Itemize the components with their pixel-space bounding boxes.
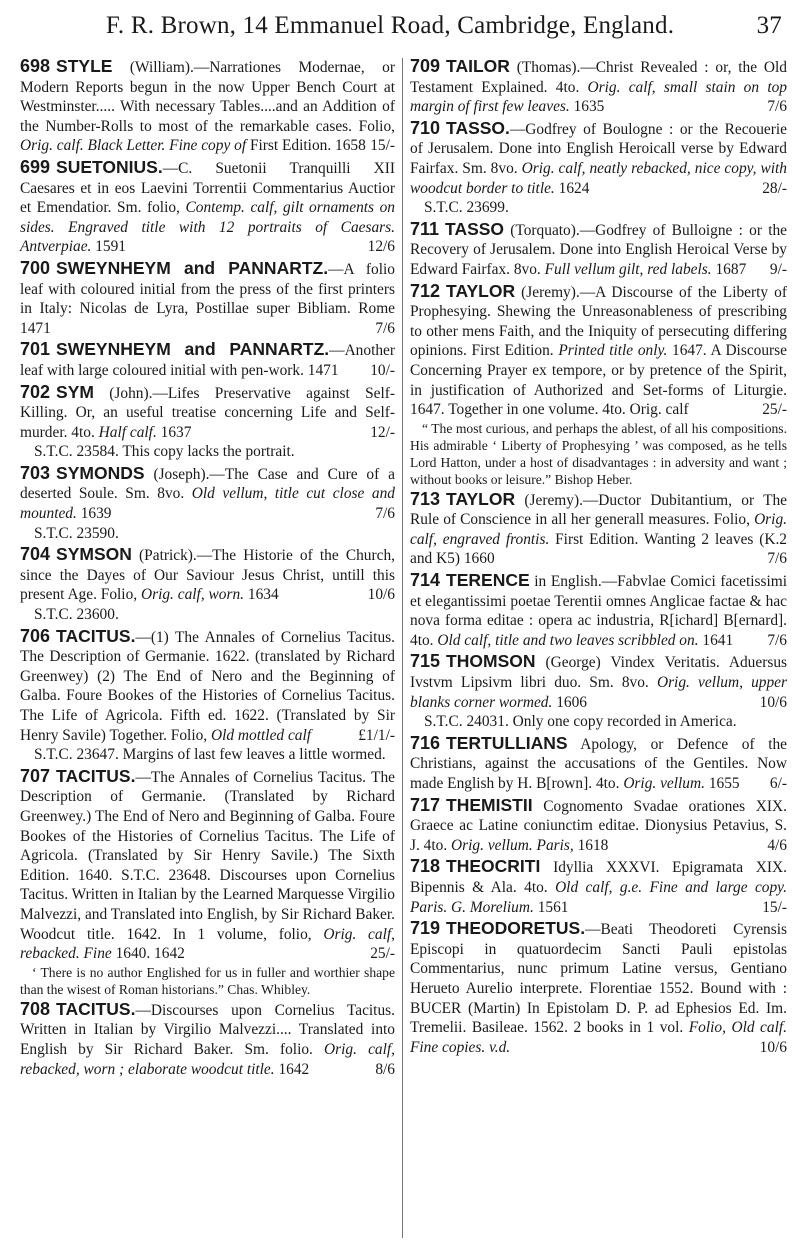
entry-author: TASSO <box>445 218 505 239</box>
lot-number: 716 <box>410 732 441 753</box>
entry-body: in English.—Fabvlae Comici facetissimi et elegantissimi poetae Terentii omnes Anglicae factae & hac nova forma editae : opera ac industria, R[ichard] B[ernard]. 4to. <box>410 573 787 649</box>
entry-price: 10/6 <box>759 1038 787 1056</box>
entry-date: 1642 <box>274 1060 310 1078</box>
entry-body: Apology, or Defence of the Christians, against the accusations of the Gentiles. Now made English by H. B[rown]. 4to. <box>410 735 787 792</box>
entry-author: TERENCE <box>446 570 530 591</box>
lot-number: 718 <box>410 856 441 877</box>
left-column <box>20 57 395 1081</box>
entry-body: —C. Suetonii Tranquilli XII Caesares et in eos Laevini Torrentii Commentarius Auctior et Emendatior. Sm. folio, <box>20 159 395 217</box>
stc-reference: S.T.C. 23647. Margins of last few leaves a little wormed. <box>34 746 386 764</box>
entry-binding-detail: Orig. calf, neatly rebacked, nice copy, with woodcut border to title. <box>410 159 787 197</box>
entry-body: (Thomas).—Christ Revealed : or, the Old Testament Explained. 4to. <box>410 59 787 96</box>
entry-author: SWEYNHEYM and PANNARTZ. <box>56 339 330 360</box>
catalogue-entry <box>410 490 787 569</box>
entry-date: 1618 <box>573 836 609 854</box>
entry-date: 1687 <box>711 260 747 278</box>
lot-number: 719 <box>410 918 441 939</box>
entry-binding-detail: Orig. calf, engraved frontis. <box>410 511 787 548</box>
entry-price: 12/- <box>370 423 395 441</box>
entry-author: TACITUS. <box>56 765 136 786</box>
entry-quotation-note: “ The most curious, and perhaps the ablest, of all his compositions. His admirable ‘ Liberty of Prophesying ’ was composed, as he tells Lord Hatton, under a host of disadvantages : in adversity and want ; without books or leisure.” Bishop Heber. <box>410 420 787 487</box>
catalogue-entry <box>410 57 787 117</box>
catalogue-entry <box>20 767 395 998</box>
entry-body: (William).—Narrationes Modernae, or Modern Reports begun in the now Upper Bench Court at Westminster..... With necessary Tables....and an Addition of the Number-Rolls to most of the remarkable cases. Folio, <box>20 59 395 135</box>
lot-number: 703 <box>20 462 51 483</box>
entry-date: 1561 <box>533 898 569 916</box>
entry-author: SYM <box>56 381 94 402</box>
catalogue-entry <box>20 627 395 765</box>
entry-binding-detail: Orig. calf, rebacked, worn ; elaborate woodcut title. <box>20 1040 395 1078</box>
catalogue-entry <box>20 1000 395 1079</box>
entry-price: 4/6 <box>767 836 787 854</box>
entry-body: Cognomento Svadae orationes XIX. Graece ac Latine coniunctim editae. Dionysius Petavius, S. J. 4to. <box>410 797 787 854</box>
entry-author: TAYLOR <box>446 280 516 301</box>
entry-price: 7/6 <box>375 319 395 337</box>
entry-price: 12/6 <box>367 238 395 256</box>
entry-price: £1/1/- <box>358 726 395 744</box>
column-divider <box>402 58 403 1238</box>
entry-author: TACITUS. <box>56 998 136 1019</box>
entry-date: 1641 <box>698 631 734 649</box>
catalogue-entry <box>410 857 787 917</box>
lot-number: 717 <box>410 794 441 815</box>
catalogue-entry <box>20 464 395 543</box>
entry-price: 10/- <box>370 361 395 379</box>
entry-binding-detail: Full vellum gilt, red labels. <box>544 260 712 278</box>
entry-price: 7/6 <box>375 505 395 523</box>
catalogue-entry <box>20 340 395 380</box>
stc-reference: S.T.C. 23699. <box>424 199 509 217</box>
catalogue-entry <box>410 220 787 280</box>
lot-number: 710 <box>410 117 441 138</box>
catalogue-entry <box>410 734 787 794</box>
entry-binding-detail: Orig. calf. Black Letter. Fine copy of <box>20 137 247 155</box>
lot-number: 704 <box>20 544 51 565</box>
lot-number: 714 <box>410 570 441 591</box>
entry-author: TAILOR <box>446 56 510 76</box>
entry-date: 1647. A Discourse Concerning Prayer ex tempore, or by pretence of the Spirit, in justification of Authorized and Set-forms of Liturgie. 1647. Together in one volume. 4to. Orig. calf <box>410 342 787 419</box>
header-title: F. R. Brown, 14 Emmanuel Road, Cambridge, England. <box>105 12 675 39</box>
entry-date: 1655 <box>704 775 740 792</box>
entry-body: (John).—Lifes Preservative against Self-Killing. Or, an useful treatise concerning Life and Self-murder. 4to. <box>20 384 395 441</box>
lot-number: 701 <box>20 339 51 360</box>
entry-body: —(1) The Annales of Cornelius Tacitus. The Description of Germanie. 1622. (translated by Richard Greenwey) (2) The End of Nero and the Beginning of Galba. Foure Bookes of the Histories of Cornelius Tacitus. The Life of Agricola. Fifth ed. 1622. (Translated by Sir Henry Savile) Together. Folio, <box>20 628 395 744</box>
entry-author: SYMONDS <box>56 462 145 483</box>
lot-number: 706 <box>20 625 51 646</box>
catalogue-entry <box>410 571 787 650</box>
entry-binding-detail: Contemp. calf, gilt ornaments on sides. Engraved title with 12 portraits of Caesars. Antverpiae. <box>20 199 396 256</box>
entry-date: 1640. 1642 <box>111 945 185 963</box>
stc-reference: S.T.C. 23584. This copy lacks the portrait. <box>34 443 295 461</box>
entry-price: 9/- <box>769 260 787 278</box>
catalogue-entry <box>20 57 395 156</box>
entry-price: 28/- <box>762 179 787 197</box>
entry-date: 1639 <box>76 505 112 523</box>
entry-price: 7/6 <box>767 550 787 568</box>
entry-author: SYMSON <box>56 544 132 565</box>
entry-binding-detail: Folio, Old calf. Fine copies. v.d. <box>410 1019 787 1056</box>
entry-binding-detail: Old calf, g.e. Fine and large copy. Paris. G. Morelium. <box>410 878 787 916</box>
catalogue-entry <box>20 383 395 462</box>
entry-body: —The Annales of Cornelius Tacitus. The Description of Germanie. (Translated by Richard Greenwey.) The End of Nero and Beginning of Galba. Foure Bookes of the Histories of Cornelius Tacitus. The Life of Agricola. (Translated by Sir Henry Savile.) The Sixth Edition. 1640. S.T.C. 23648. Discourses upon Cornelius Tacitus. Written in Italian by the Learned Marquesse Virgilio Malvezzi, and Translated into English, by Sir Richard Baker. Woodcut title. 1642. In 1 volume, folio, <box>20 768 395 943</box>
stc-reference: S.T.C. 23600. <box>34 606 119 624</box>
entry-body: —Discourses upon Cornelius Tacitus. Written in Italian by Virgilio Malvezzi.... Translated into English by Sir Richard Baker. Sm. folio. <box>20 1001 395 1058</box>
stc-reference: S.T.C. 24031. Only one copy recorded in America. <box>424 713 737 731</box>
catalogue-entry <box>20 158 395 257</box>
stc-reference: S.T.C. 23590. <box>34 524 119 542</box>
entry-body: (Jeremy).—A Discourse of the Liberty of Prophesying. Shewing the Unreasonableness of prescribing to other mens Faith, and the Iniquity of persecuting differing opinions. First Edition. <box>410 283 787 360</box>
catalogue-entry <box>20 545 395 624</box>
entry-binding-detail: Old mottled calf <box>211 726 312 744</box>
entry-binding-detail: Orig. calf, small stain on top margin of first few leaves. <box>410 78 787 116</box>
entry-author: TERTULLIANS <box>446 732 568 753</box>
entry-author: TAYLOR <box>446 488 516 509</box>
lot-number: 712 <box>410 280 441 301</box>
page-header <box>0 8 800 48</box>
entry-date: First Edition. Wanting 2 leaves (K.2 and K5) 1660 <box>410 530 787 568</box>
entry-binding-detail: Half calf. <box>98 423 157 441</box>
entry-date: 1591 <box>91 238 127 256</box>
entry-body: —Beati Theodoreti Cyrensis Episcopi in quatuordecim Sancti Pauli epistolas Commentarius, nunc primum Latine versus, Gentiano Herueto Aurelio interprete. Florentiae 1552. Bound with : BUCER (Martin) In Epistolam D. P. ad Ephesios Ed. Im. Tremelii. Basileae. 1562. 2 books in 1 vol. <box>410 921 787 1037</box>
right-column <box>410 57 787 1059</box>
catalogue-entry <box>410 119 787 218</box>
entry-price: 7/6 <box>767 98 787 116</box>
entry-quotation-note: ‘ There is no author Englished for us in fuller and worthier shape than the wisest of Roman historians.” Chas. Whibley. <box>20 964 395 997</box>
entry-author: SUETONIUS. <box>56 156 163 177</box>
entry-price: 10/6 <box>367 586 395 604</box>
entry-body: (Torquato).—Godfrey of Bulloigne : or the Recovery of Jerusalem. Done into English Heroical Verse by Edward Fairfax. 8vo. <box>410 221 787 278</box>
catalogue-entry <box>410 652 787 731</box>
entry-price: 15/- <box>370 137 395 155</box>
entry-price: 25/- <box>762 401 787 419</box>
entry-date: 1635 <box>569 98 605 116</box>
entry-author: STYLE <box>56 56 113 76</box>
entry-price: 7/6 <box>767 631 787 649</box>
entry-author: THEMISTII <box>446 794 533 815</box>
entry-author: THOMSON <box>446 651 536 672</box>
entry-body: (Patrick).—The Historie of the Church, since the Dayes of Our Saviour Jesus Christ, untill this present Age. Folio, <box>20 547 395 604</box>
entry-author: SWEYNHEYM and PANNARTZ. <box>56 257 329 278</box>
entry-binding-detail: Printed title only. <box>558 342 668 360</box>
lot-number: 708 <box>20 998 51 1019</box>
entry-body: —Another leaf with large coloured initial with pen-work. 1471 <box>20 342 395 379</box>
entry-binding-detail: Orig. vellum. Paris, <box>451 836 574 854</box>
entry-price: 6/- <box>769 775 787 792</box>
entry-author: TACITUS. <box>56 625 136 646</box>
lot-number: 709 <box>410 56 441 76</box>
lot-number: 698 <box>20 56 51 76</box>
entry-binding-detail: Old calf, title and two leaves scribbled on. <box>437 631 699 649</box>
catalogue-entry <box>410 282 787 488</box>
entry-date: 1624 <box>554 179 590 197</box>
entry-body: —Godfrey of Boulogne : or the Recouerie of Jerusalem. Done into English Heroicall verse by Edward Fairfax. Sm. 8vo. <box>410 120 787 177</box>
entry-author: THEODORETUS. <box>446 918 586 939</box>
lot-number: 707 <box>20 765 51 786</box>
entry-date: 1634 <box>244 586 279 604</box>
catalogue-entry <box>20 259 395 338</box>
entry-date: First Edition. 1658 <box>246 137 366 155</box>
lot-number: 711 <box>410 218 440 239</box>
entry-body: (George) Vindex Veritatis. Aduersus Ivstvm Lipsivm libri duo. Sm. 8vo. <box>410 654 787 692</box>
entry-binding-detail: Orig. calf, rebacked. Fine <box>20 925 395 963</box>
page-number: 37 <box>756 12 782 39</box>
lot-number: 700 <box>20 257 51 278</box>
entry-price: 10/6 <box>759 693 787 711</box>
entry-price: 25/- <box>370 945 395 963</box>
entry-binding-detail: Old vellum, title cut close and mounted. <box>20 485 395 523</box>
entry-body: —A folio leaf with coloured initial from the press of the first printers in Italy: Nicolas de Lyra, Postillae super Bibliam. Rome 1471 <box>20 260 395 337</box>
entry-date: 1606 <box>552 693 587 711</box>
entry-binding-detail: Orig. vellum, upper blanks corner wormed. <box>410 674 787 711</box>
entry-body: (Jeremy).—Ductor Dubitantium, or The Rule of Conscience in all her generall measures. Folio, <box>410 491 787 529</box>
entry-body: Idyllia XXXVI. Epigramata XIX. Bipennis & Ala. 4to. <box>410 859 787 896</box>
entry-binding-detail: Orig. calf, worn. <box>140 586 245 604</box>
entry-price: 15/- <box>762 898 787 916</box>
lot-number: 702 <box>20 381 51 402</box>
entry-date: 1637 <box>156 423 192 441</box>
lot-number: 713 <box>410 488 441 509</box>
entry-price: 8/6 <box>375 1060 395 1078</box>
catalogue-entry <box>410 796 787 856</box>
lot-number: 699 <box>20 156 51 177</box>
entry-author: THEOCRITI <box>446 856 541 877</box>
lot-number: 715 <box>410 651 441 672</box>
entry-author: TASSO. <box>446 117 510 138</box>
entry-binding-detail: Orig. vellum. <box>623 775 705 792</box>
catalogue-entry <box>410 919 787 1057</box>
entry-body: (Joseph).—The Case and Cure of a deserted Soule. Sm. 8vo. <box>20 465 395 503</box>
